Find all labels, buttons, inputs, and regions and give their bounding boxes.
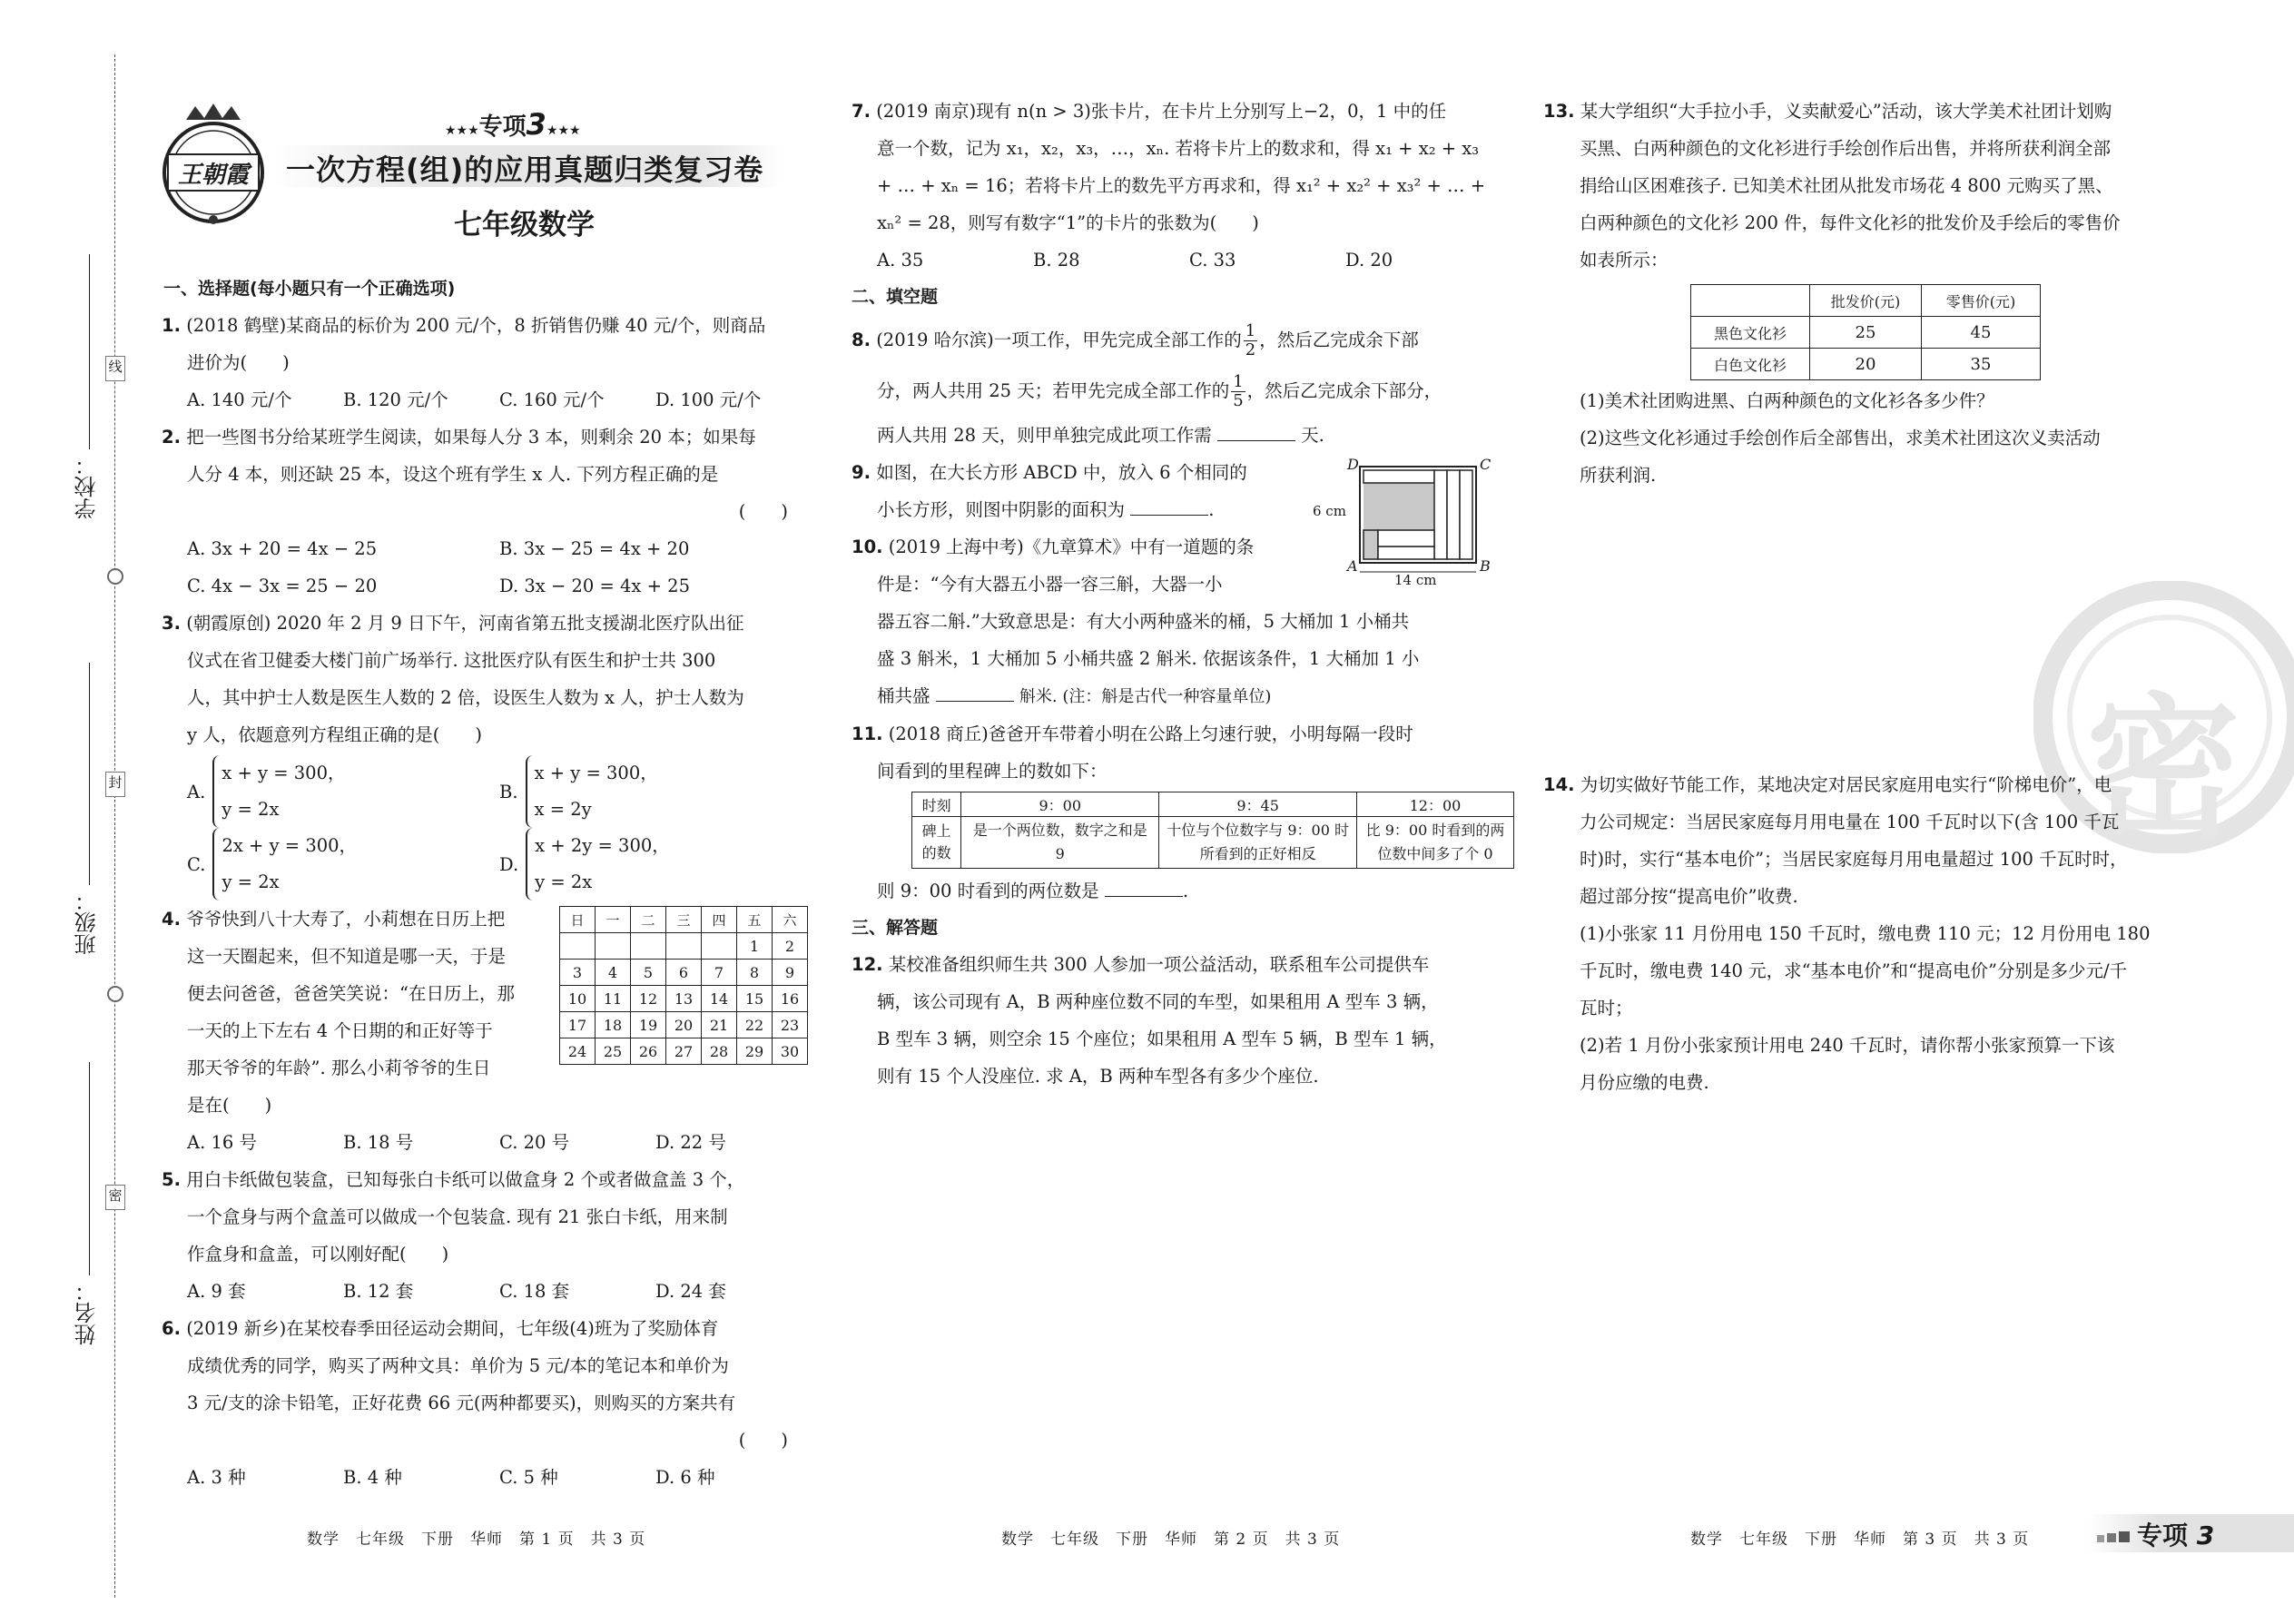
question-3-line4: y 人，依题意列方程组正确的是( ) bbox=[187, 724, 482, 745]
calendar-day: 17 bbox=[560, 1012, 596, 1038]
calendar-day: 25 bbox=[596, 1038, 631, 1065]
calendar-day: 23 bbox=[773, 1012, 808, 1038]
calendar-header: 三 bbox=[666, 907, 702, 933]
option-d[interactable]: D. 6 种 bbox=[655, 1467, 715, 1488]
option-c[interactable]: C. 18 套 bbox=[499, 1281, 570, 1302]
width-label: 14 cm bbox=[1394, 572, 1437, 588]
question-13-line4: 白两种颜色的文化衫 200 件，每件文化衫的批发价及手绘后的零售价 bbox=[1580, 212, 2121, 233]
calendar-day: 21 bbox=[702, 1012, 737, 1038]
question-2-options bbox=[162, 567, 815, 605]
page-footer-1: 数学 七年级 下册 华师 第 1 页 共 3 页 bbox=[307, 1530, 646, 1549]
option-b[interactable]: B. 28 bbox=[1033, 250, 1080, 271]
option-c[interactable]: C. 20 号 bbox=[499, 1132, 570, 1153]
calendar-day: 15 bbox=[737, 986, 773, 1012]
calendar-day: 4 bbox=[596, 960, 631, 986]
section-fill: 二、填空题 bbox=[852, 287, 939, 307]
question-7: 7. (2019 南京)现有 n(n > 3)张卡片，在卡片上分别写上−2，0，1 中的任 bbox=[852, 101, 1447, 122]
question-9-line2: 小长方形，则图中阴影的面积为 . bbox=[877, 491, 1214, 528]
table-header: 零售价(元) bbox=[1922, 285, 2041, 317]
table-header: 时刻 bbox=[912, 792, 961, 817]
question-10-line4: 盛 3 斛米，1 大桶加 5 小桶共盛 2 斛米. 依据该条件，1 大桶加 1 小 bbox=[877, 648, 1420, 669]
vertex-b: B bbox=[1480, 557, 1491, 575]
page-subtitle: 七年级数学 bbox=[454, 209, 595, 241]
name-field-line[interactable] bbox=[89, 1062, 90, 1275]
calendar-day: 28 bbox=[702, 1038, 737, 1065]
question-3-line2: 仪式在省卫健委大楼门前广场举行. 这批医疗队有医生和护士共 300 bbox=[187, 650, 716, 671]
question-5: 5. 用白卡纸做包装盒，已知每张白卡纸可以做盒身 2 个或者做盒盖 3 个， bbox=[162, 1169, 745, 1190]
logo-text: 王朝霞 bbox=[177, 162, 249, 189]
table-row-label: 黑色文化衫 bbox=[1691, 317, 1810, 349]
school-label: 学校： bbox=[74, 454, 100, 519]
footer-tag-squares bbox=[2097, 1529, 2130, 1546]
question-1: 1. (2018 鹤壁)某商品的标价为 200 元/个，8 折销售仍赚 40 元/个，则商品 bbox=[162, 315, 766, 336]
option-d[interactable]: D. 100 元/个 bbox=[655, 389, 762, 410]
option-b[interactable]: B. 18 号 bbox=[343, 1132, 414, 1153]
milestone-table bbox=[911, 792, 1514, 869]
binding-strip bbox=[0, 0, 136, 1624]
option-a[interactable]: A. 140 元/个 bbox=[187, 389, 292, 410]
class-field-line[interactable] bbox=[89, 663, 90, 885]
question-5-line2: 一个盒身与两个盒盖可以做成一个包装盒. 现有 21 张白卡纸，用来制 bbox=[187, 1206, 728, 1227]
question-13-line5: 如表所示： bbox=[1580, 250, 1669, 271]
question-14-sub1-line3: 瓦时； bbox=[1580, 998, 1633, 1019]
question-7-line4: xₙ² = 28，则写有数字“1”的卡片的张数为( ) bbox=[877, 212, 1259, 233]
question-4-options bbox=[162, 1124, 815, 1161]
question-8-line2: 分，两人共用 25 天；若甲先完成全部工作的 $\frac{1}{5}$ ，然后乙完成余下部分， bbox=[877, 372, 1442, 410]
column-1 bbox=[162, 271, 815, 1496]
calendar-day: 16 bbox=[773, 986, 808, 1012]
calendar-table bbox=[559, 906, 808, 1065]
question-13: 13. 某大学组织“大手拉小手，义卖献爱心”活动，该大学美术社团计划购 bbox=[1543, 101, 2112, 122]
table-cell: 20 bbox=[1810, 349, 1922, 380]
question-6-line2: 成绩优秀的同学，购买了两种文具：单价为 5 元/本的笔记本和单价为 bbox=[187, 1355, 729, 1376]
table-header: 9：45 bbox=[1159, 792, 1357, 817]
option-a[interactable]: A. 35 bbox=[877, 250, 924, 271]
question-14-sub1-line2: 千瓦时，缴电费 140 元，求“基本电价”和“提高电价”分别是多少元/千 bbox=[1580, 960, 2128, 981]
option-d[interactable]: D. 22 号 bbox=[655, 1132, 726, 1153]
question-3: 3. (朝霞原创) 2020 年 2 月 9 日下午，河南省第五批支援湖北医疗队出征 bbox=[162, 613, 744, 634]
question-12: 12. 某校准备组织师生共 300 人参加一项公益活动，联系租车公司提供车 bbox=[852, 954, 1430, 975]
question-12-line2: 辆，该公司现有 A，B 两种座位数不同的车型，如果租用 A 型车 3 辆， bbox=[877, 991, 1439, 1012]
calendar-day: 24 bbox=[560, 1038, 596, 1065]
table-row-label: 白色文化衫 bbox=[1691, 349, 1810, 380]
question-9-10-block bbox=[852, 454, 1514, 603]
calendar-day: 7 bbox=[702, 960, 737, 986]
calendar-day: 27 bbox=[666, 1038, 702, 1065]
answer-blank[interactable] bbox=[1105, 878, 1183, 897]
page-title: 一次方程(组)的应用真题归类复习卷 bbox=[286, 153, 764, 187]
option-b[interactable]: B. 12 套 bbox=[343, 1281, 414, 1302]
calendar-day bbox=[666, 933, 702, 960]
table-cell: 是一个两位数，数字之和是 9 bbox=[961, 817, 1159, 869]
calendar-day: 3 bbox=[560, 960, 596, 986]
option-b[interactable]: B. 3x − 25 = 4x + 20 bbox=[499, 538, 690, 559]
question-2-options bbox=[162, 530, 815, 567]
rectangle-figure bbox=[1313, 456, 1498, 597]
question-12-line3: B 型车 3 辆，则空余 15 个座位；如果租用 A 型车 5 辆，B 型车 1 辆， bbox=[877, 1029, 1447, 1049]
table-cell: 25 bbox=[1810, 317, 1922, 349]
option-b[interactable]: B. 4 种 bbox=[343, 1467, 402, 1488]
calendar-header: 六 bbox=[773, 907, 808, 933]
option-d[interactable]: D. 3x − 20 = 4x + 25 bbox=[499, 576, 690, 596]
calendar-day: 14 bbox=[702, 986, 737, 1012]
calendar-day: 12 bbox=[631, 986, 666, 1012]
question-2: 2. 把一些图书分给某班学生阅读，如果每人分 3 本，则剩余 20 本；如果每 bbox=[162, 427, 756, 448]
question-11-answer: 则 9：00 时看到的两位数是 . bbox=[852, 872, 1514, 910]
question-9: 9. 如图，在大长方形 ABCD 中，放入 6 个相同的 bbox=[852, 462, 1247, 483]
binding-hole-icon bbox=[107, 986, 123, 1002]
table-header: 9：00 bbox=[961, 792, 1159, 817]
option-c[interactable]: C. 160 元/个 bbox=[499, 389, 605, 410]
table-cell: 45 bbox=[1922, 317, 2041, 349]
page-footer-2: 数学 七年级 下册 华师 第 2 页 共 3 页 bbox=[1001, 1530, 1341, 1549]
calendar-day: 2 bbox=[773, 933, 808, 960]
option-c[interactable]: C. 33 bbox=[1189, 250, 1236, 271]
option-c[interactable]: C. 5 种 bbox=[499, 1467, 558, 1488]
calendar-day: 10 bbox=[560, 986, 596, 1012]
table-row-label: 碑上的数 bbox=[912, 817, 961, 869]
calendar-header: 一 bbox=[596, 907, 631, 933]
calendar-header: 五 bbox=[737, 907, 773, 933]
answer-blank[interactable] bbox=[936, 683, 1014, 702]
calendar-day: 22 bbox=[737, 1012, 773, 1038]
question-2-line2: 人分 4 本，则还缺 25 本，设这个班有学生 x 人. 下列方程正确的是 bbox=[187, 464, 719, 485]
calendar-day: 1 bbox=[737, 933, 773, 960]
calendar-day: 5 bbox=[631, 960, 666, 986]
binding-mark-feng: 封 bbox=[105, 772, 125, 797]
question-10-line5: 桶共盛 斛米. (注：斛是古代一种容量单位) bbox=[852, 677, 1514, 715]
question-13-line2: 买黑、白两种颜色的文化衫进行手绘创作后出售，并将所获利润全部 bbox=[1580, 138, 2112, 159]
cut-line bbox=[114, 54, 115, 1598]
question-5-options bbox=[162, 1273, 815, 1310]
calendar-day bbox=[560, 933, 596, 960]
option-a[interactable]: A. x + y = 300， y = 2x bbox=[187, 755, 499, 828]
badge-number: 3 bbox=[526, 107, 546, 142]
table-header: 12：00 bbox=[1356, 792, 1513, 817]
binding-mark-xian: 线 bbox=[105, 356, 125, 381]
question-10: 10. (2019 上海中考)《九章算术》中有一道题的条 bbox=[852, 536, 1255, 557]
vertex-c: C bbox=[1480, 456, 1492, 473]
binding-hole-icon bbox=[107, 568, 123, 585]
question-8: 8. (2019 哈尔滨)一项工作，甲先完成全部工作的 $\frac{1}{2}$ ，然后乙完成余下部 bbox=[852, 321, 1419, 359]
option-c[interactable]: C. 2x + y = 300， y = 2x bbox=[187, 828, 499, 901]
question-14-sub1: (1)小张家 11 月份用电 150 千瓦时，缴电费 110 元；12 月份用电 180 bbox=[1580, 923, 2151, 944]
option-d[interactable]: D. 24 套 bbox=[655, 1281, 726, 1302]
vertex-a: A bbox=[1347, 557, 1358, 575]
question-14-sub2-line2: 月份应缴的电费. bbox=[1580, 1072, 1709, 1093]
option-a[interactable]: A. 16 号 bbox=[187, 1132, 257, 1153]
question-8-line3: 两人共用 28 天，则甲单独完成此项工作需 天. bbox=[852, 417, 1514, 454]
table-cell: 比 9：00 时看到的两位数中间多了个 0 bbox=[1356, 817, 1513, 869]
question-10-line2: 件是：“今有大器五小器一容三斛，大器一小 bbox=[877, 574, 1223, 595]
question-4: 4. 爷爷快到八十大寿了，小莉想在日历上把 这一天圈起来，但不知道是哪一天，于是 便去问爸爸，爸爸笑笑说：“在日历上，那 一天的上下左右 4 个日期的和正好等于 那天爷爷的年龄”. 那么小莉爷爷的生日 是在( ) 日 一 二 三 四 五 六 1 2 3 4 5 6 7 8 9 10 11 12 13 14 15 16 17 18 19 20 21 22 23 24 25 26 27 28 29 30 bbox=[162, 901, 815, 1124]
binding-mark-mi: 密 bbox=[105, 1185, 125, 1210]
column-3 bbox=[1543, 93, 2215, 1101]
school-field-line[interactable] bbox=[89, 254, 90, 449]
class-label: 班级： bbox=[74, 890, 100, 955]
table-header bbox=[1691, 285, 1810, 317]
question-7-options bbox=[852, 241, 1514, 279]
calendar-day: 20 bbox=[666, 1012, 702, 1038]
question-14-line2: 力公司规定：当居民家庭每月用电量在 100 千瓦时以下(含 100 千瓦 bbox=[1580, 812, 2120, 832]
calendar-day bbox=[631, 933, 666, 960]
question-12-line4: 则有 15 个人没座位. 求 A，B 两种车型各有多少个座位. bbox=[877, 1066, 1319, 1087]
question-3-line3: 人，其中护士人数是医生人数的 2 倍，设医生人数为 x 人，护士人数为 bbox=[187, 687, 744, 708]
question-13-sub2-line2: 所获利润. bbox=[1580, 465, 1657, 486]
calendar-day: 11 bbox=[596, 986, 631, 1012]
calendar-day: 9 bbox=[773, 960, 808, 986]
question-6-options bbox=[162, 1459, 815, 1496]
question-14-line3: 时)时，实行“基本电价”；当居民家庭每月用电量超过 100 千瓦时时， bbox=[1580, 849, 2128, 870]
question-5-line3: 作盒身和盒盖，可以刚好配( ) bbox=[187, 1244, 449, 1265]
option-b[interactable]: B. 120 元/个 bbox=[343, 389, 448, 410]
calendar-day bbox=[596, 933, 631, 960]
calendar-header: 四 bbox=[702, 907, 737, 933]
option-d[interactable]: D. x + 2y = 300， y = 2x bbox=[499, 828, 670, 901]
question-13-line3: 捐给山区困难孩子. 已知美术社团从批发市场花 4 800 元购买了黑、 bbox=[1580, 175, 2113, 196]
answer-blank[interactable] bbox=[1130, 497, 1208, 516]
answer-space[interactable] bbox=[1543, 494, 2215, 766]
answer-blank[interactable] bbox=[1217, 422, 1295, 441]
price-table bbox=[1690, 284, 2041, 380]
table-cell: 十位与个位数字与 9：00 时所看到的正好相反 bbox=[1159, 817, 1357, 869]
question-7-line3: + … + xₙ = 16；若将卡片上的数先平方再求和，得 x₁² + x₂² + x₃² + … + bbox=[877, 175, 1486, 196]
question-14-sub2: (2)若 1 月份小张家预计用电 240 千瓦时，请你帮小张家预算一下该 bbox=[1580, 1035, 2115, 1056]
name-label: 姓名： bbox=[74, 1280, 100, 1345]
calendar-day: 18 bbox=[596, 1012, 631, 1038]
calendar-header: 日 bbox=[560, 907, 596, 933]
section-solve: 三、解答题 bbox=[852, 918, 939, 938]
question-6: 6. (2019 新乡)在某校春季田径运动会期间，七年级(4)班为了奖励体育 bbox=[162, 1318, 719, 1339]
option-b[interactable]: B. x + y = 300， x = 2y bbox=[499, 755, 658, 828]
question-7-line2: 意一个数，记为 x₁，x₂，x₃，…，xₙ. 若将卡片上的数求和，得 x₁ + x₂ + x₃ bbox=[877, 138, 1480, 159]
question-3-options bbox=[162, 755, 815, 828]
column-2 bbox=[852, 93, 1514, 1095]
height-label: 6 cm bbox=[1313, 503, 1346, 519]
table-header: 批发价(元) bbox=[1810, 285, 1922, 317]
answer-paren[interactable]: ( ) bbox=[738, 1430, 788, 1451]
logo bbox=[159, 102, 268, 229]
calendar-day bbox=[702, 933, 737, 960]
option-c[interactable]: C. 4x − 3x = 25 − 20 bbox=[187, 576, 378, 596]
question-13-sub1: (1)美术社团购进黑、白两种颜色的文化衫各多少件？ bbox=[1580, 390, 1994, 411]
answer-paren[interactable]: ( ) bbox=[738, 501, 788, 522]
question-11-line2: 间看到的里程碑上的数如下： bbox=[877, 761, 1108, 782]
option-d[interactable]: D. 20 bbox=[1345, 250, 1393, 271]
calendar-day: 13 bbox=[666, 986, 702, 1012]
calendar-day: 8 bbox=[737, 960, 773, 986]
calendar-header: 二 bbox=[631, 907, 666, 933]
question-1-options bbox=[162, 381, 815, 418]
badge: ★★★专项3★★★ bbox=[445, 107, 581, 142]
badge-label: 专项 bbox=[478, 113, 527, 141]
footer-tag-label: 专项 3 bbox=[2137, 1521, 2215, 1550]
calendar-day: 19 bbox=[631, 1012, 666, 1038]
option-a[interactable]: A. 9 套 bbox=[187, 1281, 246, 1302]
vertex-d: D bbox=[1347, 456, 1359, 473]
question-6-line3: 3 元/支的涂卡铅笔，正好花费 66 元(两种都要买)，则购买的方案共有 bbox=[187, 1393, 736, 1413]
question-1-line2: 进价为( ) bbox=[187, 352, 290, 373]
fraction: $\frac{1}{5}$ bbox=[1233, 372, 1244, 410]
table-cell: 35 bbox=[1922, 349, 2041, 380]
calendar-day: 29 bbox=[737, 1038, 773, 1065]
question-14-line4: 超过部分按“提高电价”收费. bbox=[1580, 886, 1798, 907]
option-a[interactable]: A. 3 种 bbox=[187, 1467, 246, 1488]
page-footer-3: 数学 七年级 下册 华师 第 3 页 共 3 页 bbox=[1690, 1530, 2030, 1549]
question-10-line3: 器五容二斛.”大致意思是：有大小两种盛米的桶，5 大桶加 1 小桶共 bbox=[877, 611, 1410, 632]
question-3-options bbox=[162, 828, 815, 901]
calendar-day: 30 bbox=[773, 1038, 808, 1065]
question-11: 11. (2018 商丘)爸爸开车带着小明在公路上匀速行驶，小明每隔一段时 bbox=[852, 723, 1413, 744]
watermark-text: 密 bbox=[2086, 678, 2241, 860]
fraction: $\frac{1}{2}$ bbox=[1245, 321, 1256, 359]
question-14: 14. 为切实做好节能工作，某地决定对居民家庭用电实行“阶梯电价”，电 bbox=[1543, 774, 2112, 795]
section-choice: 一、选择题(每小题只有一个正确选项) bbox=[163, 279, 456, 299]
calendar-day: 6 bbox=[666, 960, 702, 986]
question-13-sub2: (2)这些文化衫通过手绘创作后全部售出，求美术社团这次义卖活动 bbox=[1580, 428, 2101, 448]
option-a[interactable]: A. 3x + 20 = 4x − 25 bbox=[187, 538, 378, 559]
calendar-day: 26 bbox=[631, 1038, 666, 1065]
